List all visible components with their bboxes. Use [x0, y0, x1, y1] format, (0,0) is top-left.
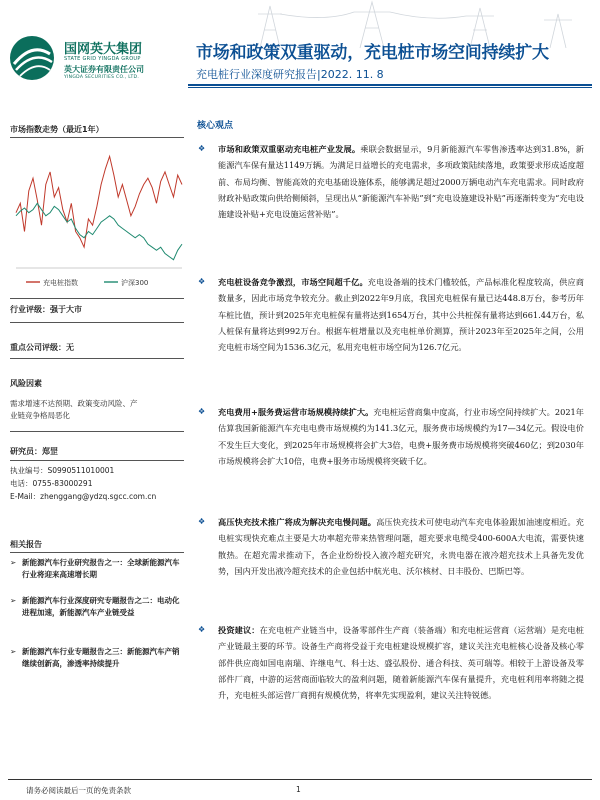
paragraph-text: 充电设备端的技术门槛较低，产品标准化程度较高，供应商数量多，因此市场竞争较充分。截止到2022年9月底，我国充电桩保有量已达448.8万台，参考历年车桩比值，预计到2025年充电桩保有量将达到1654万台，其中公共桩保有量将达到661.44万台，私人桩保有量将达到992万台。根据车桩增量以及充电桩单价测算，预计2023年至2025年之间，公用充电桩市场空间为1536.3亿元，私用充电桩市场空间为126.7亿元。: [218, 277, 584, 353]
core-paragraph: [198, 274, 584, 355]
chart-series-line-1: [16, 203, 182, 259]
page-number: 1: [296, 785, 301, 794]
header-divider-thin: [188, 87, 592, 88]
index-trend-chart: [10, 144, 186, 294]
phone-number: 电话：0755-83000291: [10, 479, 93, 488]
sidebar-divider: [10, 298, 184, 299]
paragraph-lead: 投资建议：: [218, 625, 260, 635]
paragraph-text: 乘联会数据显示，9月新能源汽车零售渗透率达到31.8%，新能源汽车保有量达1149万辆。为满足日益增长的充电需求，多项政策陆续落地，政策要求形成适度超前、布局均衡、智能高效的充电基础设施体系，能够满足超过2000万辆电动汽车充电需求。同时政府财政补贴政策向供给侧倾斜，呈现出从“新能源汽车补贴”到“充电设施建设补贴”再逐渐转变为“充电设施建设补贴+充电设施运营补贴”。: [218, 144, 584, 220]
sidebar-divider: [10, 322, 184, 323]
paragraph-lead: 充电桩设备竞争激烈，市场空间超千亿。: [218, 277, 368, 287]
diamond-bullet-icon: ❖: [198, 517, 206, 526]
diamond-bullet-icon: ❖: [198, 407, 206, 416]
legend-label: 充电桩指数: [43, 279, 78, 287]
arrow-bullet-icon: ➢: [10, 596, 17, 605]
report-title: 市场和政策双重驱动，充电桩市场空间持续扩大: [196, 43, 549, 63]
core-paragraph: [198, 514, 584, 579]
sidebar-divider: [10, 460, 184, 461]
risk-heading: 风险因素: [10, 379, 42, 388]
risk-text-line: 业链竞争格局恶化: [10, 411, 70, 420]
related-report-title: 新能源汽车行业深度研究专题报告之二：电动化进程加速，新能源汽车产业链受益: [22, 596, 180, 617]
arrow-bullet-icon: ➢: [10, 558, 17, 567]
sidebar-divider: [10, 358, 184, 359]
email-address[interactable]: E-Mail：zhenggang@ydzq.sgcc.com.cn: [10, 492, 157, 501]
core-paragraph: [198, 622, 584, 703]
legend-label: 沪深300: [121, 279, 149, 287]
core-paragraph: [198, 141, 584, 222]
paragraph-lead: 市场和政策双重驱动充电桩产业发展。: [218, 144, 361, 154]
paragraph-text: 高压快充技术可使电动汽车充电体验跟加油速度相近。充电桩实现快充难点主要是大功率超充带来热管理问题，超充要求电缆受400-600A大电流，需要快速散热。在超充需求推动下，各企业纷纷投入液冷超充研究，永贵电器在液冷超充技术上具备先发优势，国内开发出液冷超充技术的企业包括中航光电、沃尔核材、日丰股份、巴斯巴等。: [218, 517, 584, 576]
related-report-title: 新能源汽车行业专题报告之三：新能源汽车产销继续创新高，渗透率持续提升: [22, 647, 180, 668]
related-reports-heading: 相关报告: [10, 540, 42, 549]
sidebar-divider: [10, 137, 184, 138]
logo-company-cn: 国网英大集团: [64, 42, 143, 57]
risk-text-line: 需求增速不达预期、政策变动风险、产: [10, 399, 138, 408]
sidebar-divider: [10, 431, 184, 432]
license-number: 执业编号：S0990511010001: [10, 466, 115, 475]
logo-securities-cn: 英大证券有限责任公司: [64, 65, 144, 74]
disclaimer-note[interactable]: 请务必阅读最后一页的免责条款: [26, 786, 131, 795]
header-divider: [188, 84, 592, 86]
key-company-rating: 重点公司评级：无: [10, 343, 74, 352]
logo-company-en: STATE GRID YINGDA GROUP: [64, 56, 141, 62]
chart-series-line-0: [16, 156, 182, 247]
diamond-bullet-icon: ❖: [198, 277, 206, 286]
analyst-name: 研究员：郑罡: [10, 447, 58, 456]
related-report-item[interactable]: [10, 646, 186, 670]
footer-divider: [8, 779, 592, 780]
paragraph-lead: 充电费用+服务费运营市场规模持续扩大。: [218, 407, 374, 417]
logo-securities-en: YINGDA SECURITIES CO., LTD.: [64, 75, 140, 80]
related-report-item[interactable]: [10, 595, 186, 619]
sidebar-divider: [10, 552, 184, 553]
arrow-bullet-icon: ➢: [10, 647, 17, 656]
paragraph-text: 在充电桩产业链当中，设备零部件生产商（装备端）和充电桩运营商（运营端）是充电桩产业链最主要的环节。设备生产商将受益于充电桩建设规模扩容，建议关注充电桩核心设备及核心零部件供应商如国电南瑞、许继电气、科士达、盛弘股份、通合科技、英可瑞等。相较于上游设备及零部件厂商，中游的运营商面临较大的盈利问题，随着新能源汽车保有量提升，充电桩利用率将随之提升，充电桩头部运营厂商拥有规模优势，将率先实现盈利，建议关注特锐德。: [218, 625, 584, 701]
paragraph-lead: 高压快充技术推广将成为解决充电慢问题。: [218, 517, 377, 527]
paragraph-text: 充电桩运营商集中度高，行业市场空间持续扩大。2021年估算我国新能源汽车充电电费市场规模约为141.3亿元，服务费市场规模约为17—34亿元。假设电价不发生巨大变化，到2025年市场规模将会扩大3倍，电费+服务费市场规模将突破460亿；到2030年市场规模将会扩大10倍，电费+服务市场规模将突破千亿。: [218, 407, 584, 466]
related-report-title: 新能源汽车行业研究报告之一：全球新能源汽车行业将迎来高速增长期: [22, 558, 180, 579]
report-subtitle: 充电桩行业深度研究报告|2022. 11. 8: [196, 68, 384, 81]
core-viewpoint-heading: 核心观点: [197, 121, 234, 131]
chart-heading: 市场指数走势（最近1年）: [10, 125, 104, 134]
diamond-bullet-icon: ❖: [198, 144, 206, 153]
related-report-item[interactable]: [10, 557, 186, 581]
state-grid-logo-icon: [8, 34, 56, 82]
industry-rating: 行业评级：强于大市: [10, 305, 82, 314]
core-paragraph: [198, 404, 584, 469]
diamond-bullet-icon: ❖: [198, 625, 206, 634]
